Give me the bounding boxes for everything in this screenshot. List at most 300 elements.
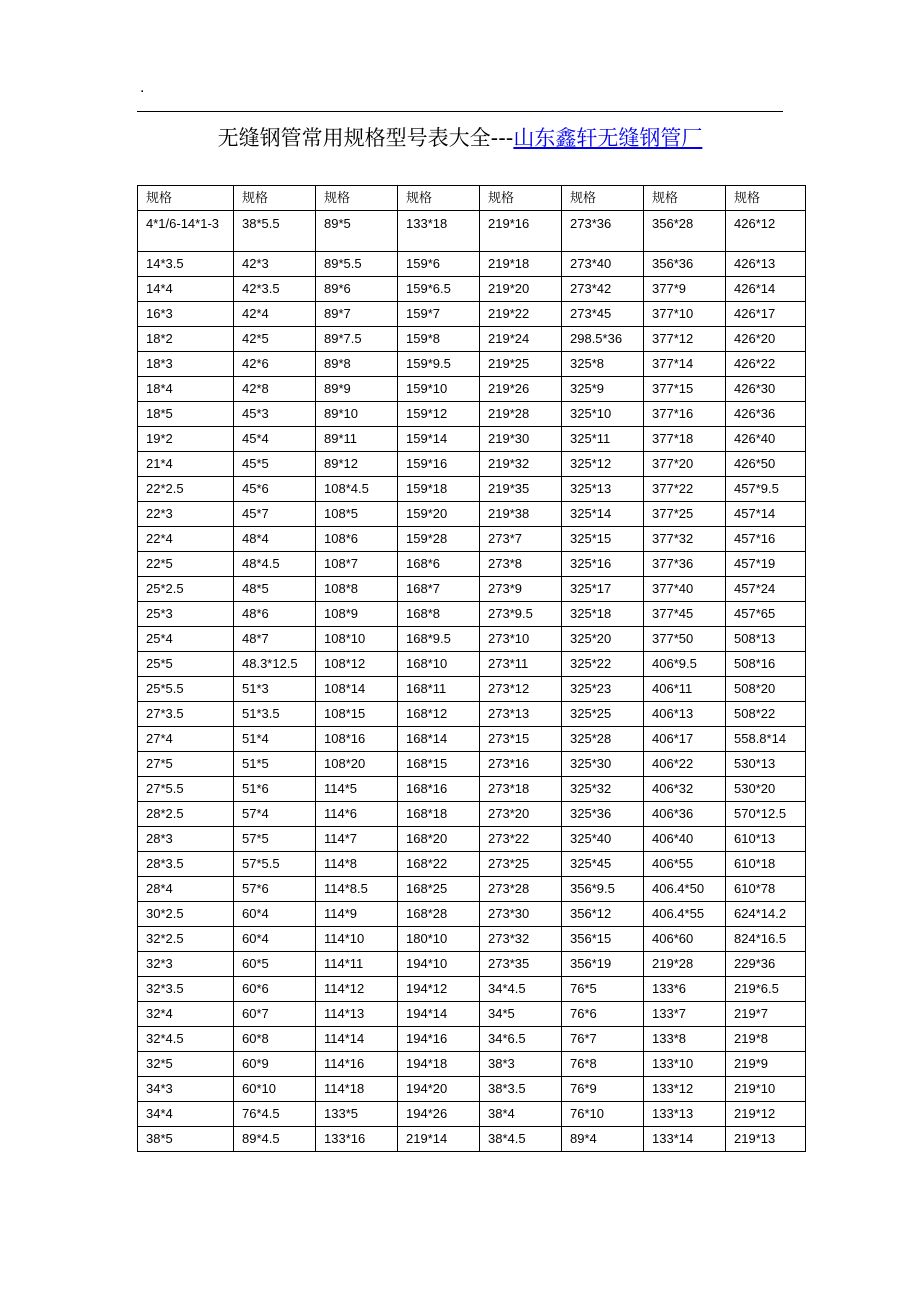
table-cell: 406.4*55: [644, 902, 726, 927]
column-header: 规格: [562, 186, 644, 211]
table-cell: 377*9: [644, 277, 726, 302]
table-cell: 325*15: [562, 527, 644, 552]
table-cell: 159*9.5: [398, 352, 480, 377]
table-cell: 60*5: [234, 952, 316, 977]
table-cell: 57*5: [234, 827, 316, 852]
table-row: [138, 552, 806, 577]
table-cell: 219*28: [480, 402, 562, 427]
spec-table: [137, 185, 806, 1152]
table-cell: 219*38: [480, 502, 562, 527]
table-cell: 168*15: [398, 752, 480, 777]
table-cell: 377*14: [644, 352, 726, 377]
table-cell: 89*5.5: [316, 252, 398, 277]
table-cell: 377*36: [644, 552, 726, 577]
table-cell: 273*45: [562, 302, 644, 327]
table-cell: 530*13: [726, 752, 806, 777]
table-cell: 377*50: [644, 627, 726, 652]
table-cell: 76*4.5: [234, 1102, 316, 1127]
table-cell: 133*18: [398, 211, 480, 252]
table-row: [138, 802, 806, 827]
table-cell: 426*12: [726, 211, 806, 252]
table-cell: 325*20: [562, 627, 644, 652]
table-cell: 27*5.5: [138, 777, 234, 802]
table-cell: 89*4.5: [234, 1127, 316, 1152]
table-cell: 570*12.5: [726, 802, 806, 827]
table-cell: 426*50: [726, 452, 806, 477]
table-row: [138, 777, 806, 802]
table-cell: 159*7: [398, 302, 480, 327]
table-cell: 60*10: [234, 1077, 316, 1102]
table-cell: 16*3: [138, 302, 234, 327]
table-cell: 48*7: [234, 627, 316, 652]
table-cell: 159*6.5: [398, 277, 480, 302]
table-row: [138, 877, 806, 902]
table-cell: 108*12: [316, 652, 398, 677]
table-cell: 168*20: [398, 827, 480, 852]
table-cell: 45*6: [234, 477, 316, 502]
table-cell: 406*40: [644, 827, 726, 852]
table-cell: 406*11: [644, 677, 726, 702]
table-cell: 194*10: [398, 952, 480, 977]
table-cell: 377*32: [644, 527, 726, 552]
table-cell: 89*7: [316, 302, 398, 327]
table-cell: 133*5: [316, 1102, 398, 1127]
table-cell: 325*17: [562, 577, 644, 602]
table-cell: 219*13: [726, 1127, 806, 1152]
table-cell: 194*16: [398, 1027, 480, 1052]
table-cell: 42*5: [234, 327, 316, 352]
table-cell: 22*4: [138, 527, 234, 552]
table-row: [138, 527, 806, 552]
table-cell: 273*9.5: [480, 602, 562, 627]
table-cell: 34*5: [480, 1002, 562, 1027]
table-cell: 356*28: [644, 211, 726, 252]
table-cell: 42*6: [234, 352, 316, 377]
table-cell: 159*20: [398, 502, 480, 527]
table-cell: 508*13: [726, 627, 806, 652]
table-cell: 273*8: [480, 552, 562, 577]
table-row: [138, 927, 806, 952]
table-cell: 406*60: [644, 927, 726, 952]
table-row: [138, 827, 806, 852]
table-cell: 159*16: [398, 452, 480, 477]
table-cell: 18*4: [138, 377, 234, 402]
table-cell: 325*36: [562, 802, 644, 827]
table-cell: 38*4.5: [480, 1127, 562, 1152]
table-cell: 273*9: [480, 577, 562, 602]
table-cell: 51*3: [234, 677, 316, 702]
table-row: [138, 1052, 806, 1077]
table-row: [138, 752, 806, 777]
table-cell: 34*4.5: [480, 977, 562, 1002]
table-cell: 356*36: [644, 252, 726, 277]
table-cell: 108*4.5: [316, 477, 398, 502]
table-row: [138, 211, 806, 252]
table-cell: 457*65: [726, 602, 806, 627]
table-cell: 45*3: [234, 402, 316, 427]
table-cell: 194*12: [398, 977, 480, 1002]
table-row: [138, 702, 806, 727]
table-cell: 51*6: [234, 777, 316, 802]
table-cell: 377*16: [644, 402, 726, 427]
table-cell: 325*28: [562, 727, 644, 752]
table-cell: 32*4.5: [138, 1027, 234, 1052]
table-cell: 76*6: [562, 1002, 644, 1027]
table-row: [138, 1027, 806, 1052]
table-cell: 60*4: [234, 927, 316, 952]
table-cell: 89*11: [316, 427, 398, 452]
column-header: 规格: [726, 186, 806, 211]
table-cell: 426*22: [726, 352, 806, 377]
table-row: [138, 502, 806, 527]
table-cell: 273*42: [562, 277, 644, 302]
table-cell: 426*20: [726, 327, 806, 352]
table-cell: 27*4: [138, 727, 234, 752]
table-cell: 108*16: [316, 727, 398, 752]
table-row: [138, 952, 806, 977]
table-cell: 133*12: [644, 1077, 726, 1102]
table-cell: 508*22: [726, 702, 806, 727]
table-cell: 273*18: [480, 777, 562, 802]
table-cell: 28*3: [138, 827, 234, 852]
table-cell: 89*9: [316, 377, 398, 402]
table-row: [138, 652, 806, 677]
table-cell: 89*10: [316, 402, 398, 427]
table-cell: 377*12: [644, 327, 726, 352]
table-cell: 114*14: [316, 1027, 398, 1052]
table-cell: 51*5: [234, 752, 316, 777]
table-cell: 38*5.5: [234, 211, 316, 252]
table-cell: 32*3: [138, 952, 234, 977]
table-cell: 273*25: [480, 852, 562, 877]
table-cell: 30*2.5: [138, 902, 234, 927]
table-cell: 194*18: [398, 1052, 480, 1077]
table-cell: 14*3.5: [138, 252, 234, 277]
table-cell: 168*16: [398, 777, 480, 802]
table-cell: 108*7: [316, 552, 398, 577]
table-cell: 377*45: [644, 602, 726, 627]
table-cell: 426*13: [726, 252, 806, 277]
table-cell: 76*9: [562, 1077, 644, 1102]
table-cell: 89*5: [316, 211, 398, 252]
table-cell: 159*6: [398, 252, 480, 277]
table-cell: 168*12: [398, 702, 480, 727]
table-cell: 325*22: [562, 652, 644, 677]
table-cell: 60*6: [234, 977, 316, 1002]
table-cell: 457*16: [726, 527, 806, 552]
table-cell: 76*8: [562, 1052, 644, 1077]
table-cell: 57*6: [234, 877, 316, 902]
table-cell: 28*4: [138, 877, 234, 902]
table-cell: 610*18: [726, 852, 806, 877]
table-cell: 32*3.5: [138, 977, 234, 1002]
table-row: [138, 327, 806, 352]
table-cell: 356*9.5: [562, 877, 644, 902]
table-cell: 48*5: [234, 577, 316, 602]
table-cell: 48.3*12.5: [234, 652, 316, 677]
table-cell: 325*8: [562, 352, 644, 377]
table-row: [138, 602, 806, 627]
table-cell: 426*40: [726, 427, 806, 452]
table-cell: 89*7.5: [316, 327, 398, 352]
table-cell: 219*32: [480, 452, 562, 477]
table-cell: 45*5: [234, 452, 316, 477]
table-cell: 219*26: [480, 377, 562, 402]
column-header: 规格: [398, 186, 480, 211]
header-rule: [137, 111, 783, 112]
table-row: [138, 1127, 806, 1152]
table-row: [138, 852, 806, 877]
table-cell: 219*7: [726, 1002, 806, 1027]
column-header: 规格: [316, 186, 398, 211]
table-cell: 168*28: [398, 902, 480, 927]
table-row: [138, 452, 806, 477]
table-cell: 426*14: [726, 277, 806, 302]
table-cell: 42*3.5: [234, 277, 316, 302]
table-cell: 273*12: [480, 677, 562, 702]
table-cell: 108*6: [316, 527, 398, 552]
table-cell: 168*14: [398, 727, 480, 752]
company-link[interactable]: 山东鑫轩无缝钢管厂: [513, 126, 703, 150]
table-cell: 168*11: [398, 677, 480, 702]
table-cell: 18*3: [138, 352, 234, 377]
table-cell: 25*3: [138, 602, 234, 627]
table-cell: 22*5: [138, 552, 234, 577]
table-cell: 114*8.5: [316, 877, 398, 902]
table-cell: 114*16: [316, 1052, 398, 1077]
table-cell: 219*9: [726, 1052, 806, 1077]
table-cell: 377*22: [644, 477, 726, 502]
table-row: [138, 577, 806, 602]
table-row: [138, 427, 806, 452]
table-cell: 377*40: [644, 577, 726, 602]
table-cell: 19*2: [138, 427, 234, 452]
table-cell: 273*36: [562, 211, 644, 252]
table-cell: 168*9.5: [398, 627, 480, 652]
table-cell: 114*6: [316, 802, 398, 827]
table-cell: 34*4: [138, 1102, 234, 1127]
table-cell: 377*18: [644, 427, 726, 452]
table-cell: 22*2.5: [138, 477, 234, 502]
table-cell: 32*5: [138, 1052, 234, 1077]
table-cell: 114*8: [316, 852, 398, 877]
table-cell: 133*8: [644, 1027, 726, 1052]
table-row: [138, 477, 806, 502]
table-cell: 325*23: [562, 677, 644, 702]
table-cell: 325*30: [562, 752, 644, 777]
table-cell: 298.5*36: [562, 327, 644, 352]
column-header: 规格: [234, 186, 316, 211]
table-cell: 219*14: [398, 1127, 480, 1152]
table-cell: 34*6.5: [480, 1027, 562, 1052]
table-cell: 57*5.5: [234, 852, 316, 877]
table-cell: 25*5.5: [138, 677, 234, 702]
table-row: [138, 377, 806, 402]
table-cell: 38*3: [480, 1052, 562, 1077]
table-cell: 457*19: [726, 552, 806, 577]
table-cell: 624*14.2: [726, 902, 806, 927]
table-cell: 42*8: [234, 377, 316, 402]
table-cell: 219*25: [480, 352, 562, 377]
table-cell: 48*4.5: [234, 552, 316, 577]
table-cell: 219*24: [480, 327, 562, 352]
page-title: [0, 121, 920, 155]
table-cell: 325*13: [562, 477, 644, 502]
table-cell: 76*10: [562, 1102, 644, 1127]
table-cell: 325*16: [562, 552, 644, 577]
table-cell: 273*11: [480, 652, 562, 677]
table-cell: 108*14: [316, 677, 398, 702]
table-cell: 89*4: [562, 1127, 644, 1152]
table-cell: 219*22: [480, 302, 562, 327]
table-cell: 273*13: [480, 702, 562, 727]
table-cell: 108*5: [316, 502, 398, 527]
table-cell: 229*36: [726, 952, 806, 977]
table-cell: 325*25: [562, 702, 644, 727]
table-cell: 273*22: [480, 827, 562, 852]
table-cell: 133*16: [316, 1127, 398, 1152]
table-cell: 325*11: [562, 427, 644, 452]
table-cell: 108*20: [316, 752, 398, 777]
table-cell: 168*8: [398, 602, 480, 627]
table-cell: 76*7: [562, 1027, 644, 1052]
table-cell: 426*30: [726, 377, 806, 402]
table-cell: 325*45: [562, 852, 644, 877]
table-cell: 27*5: [138, 752, 234, 777]
table-cell: 180*10: [398, 927, 480, 952]
table-cell: 28*2.5: [138, 802, 234, 827]
table-cell: 114*10: [316, 927, 398, 952]
table-cell: 114*13: [316, 1002, 398, 1027]
table-cell: 219*20: [480, 277, 562, 302]
table-cell: 508*20: [726, 677, 806, 702]
table-cell: 325*40: [562, 827, 644, 852]
table-cell: 508*16: [726, 652, 806, 677]
table-cell: 273*10: [480, 627, 562, 652]
table-cell: 22*3: [138, 502, 234, 527]
table-cell: 48*4: [234, 527, 316, 552]
table-row: [138, 252, 806, 277]
table-cell: 32*4: [138, 1002, 234, 1027]
table-cell: 219*18: [480, 252, 562, 277]
table-cell: 159*8: [398, 327, 480, 352]
table-cell: 356*19: [562, 952, 644, 977]
column-header: 规格: [138, 186, 234, 211]
table-cell: 219*6.5: [726, 977, 806, 1002]
table-cell: 60*8: [234, 1027, 316, 1052]
table-cell: 34*3: [138, 1077, 234, 1102]
table-row: [138, 1002, 806, 1027]
table-cell: 377*25: [644, 502, 726, 527]
table-cell: 89*12: [316, 452, 398, 477]
table-row: [138, 402, 806, 427]
table-cell: 21*4: [138, 452, 234, 477]
table-cell: 273*35: [480, 952, 562, 977]
table-cell: 219*35: [480, 477, 562, 502]
table-cell: 194*20: [398, 1077, 480, 1102]
table-cell: 406.4*50: [644, 877, 726, 902]
table-cell: 558.8*14: [726, 727, 806, 752]
table-cell: 38*3.5: [480, 1077, 562, 1102]
table-cell: 406*32: [644, 777, 726, 802]
table-cell: 89*8: [316, 352, 398, 377]
table-cell: 114*5: [316, 777, 398, 802]
table-cell: 133*14: [644, 1127, 726, 1152]
table-cell: 325*9: [562, 377, 644, 402]
table-cell: 406*36: [644, 802, 726, 827]
table-cell: 25*5: [138, 652, 234, 677]
table-cell: 377*10: [644, 302, 726, 327]
table-cell: 168*6: [398, 552, 480, 577]
table-cell: 273*32: [480, 927, 562, 952]
table-cell: 426*17: [726, 302, 806, 327]
table-cell: 377*15: [644, 377, 726, 402]
table-header-row: [138, 186, 806, 211]
table-cell: 168*25: [398, 877, 480, 902]
table-cell: 108*15: [316, 702, 398, 727]
table-cell: 219*12: [726, 1102, 806, 1127]
table-cell: 273*30: [480, 902, 562, 927]
table-cell: 406*55: [644, 852, 726, 877]
table-cell: 114*11: [316, 952, 398, 977]
column-header: 规格: [644, 186, 726, 211]
table-cell: 133*7: [644, 1002, 726, 1027]
table-cell: 219*28: [644, 952, 726, 977]
table-cell: 114*18: [316, 1077, 398, 1102]
table-cell: 57*4: [234, 802, 316, 827]
table-cell: 25*2.5: [138, 577, 234, 602]
table-cell: 27*3.5: [138, 702, 234, 727]
table-cell: 133*13: [644, 1102, 726, 1127]
table-cell: 219*8: [726, 1027, 806, 1052]
table-cell: 457*14: [726, 502, 806, 527]
table-cell: 38*4: [480, 1102, 562, 1127]
table-cell: 273*40: [562, 252, 644, 277]
table-cell: 194*14: [398, 1002, 480, 1027]
table-cell: 273*16: [480, 752, 562, 777]
table-cell: 610*78: [726, 877, 806, 902]
table-cell: 28*3.5: [138, 852, 234, 877]
table-cell: 114*9: [316, 902, 398, 927]
table-row: [138, 277, 806, 302]
table-cell: 60*4: [234, 902, 316, 927]
table-cell: 76*5: [562, 977, 644, 1002]
table-cell: 42*4: [234, 302, 316, 327]
table-cell: 168*7: [398, 577, 480, 602]
table-cell: 824*16.5: [726, 927, 806, 952]
table-cell: 219*16: [480, 211, 562, 252]
table-cell: 356*12: [562, 902, 644, 927]
table-cell: 114*7: [316, 827, 398, 852]
table-cell: 18*2: [138, 327, 234, 352]
table-cell: 426*36: [726, 402, 806, 427]
table-cell: 325*10: [562, 402, 644, 427]
table-cell: 168*10: [398, 652, 480, 677]
table-row: [138, 627, 806, 652]
table-cell: 325*12: [562, 452, 644, 477]
table-cell: 406*22: [644, 752, 726, 777]
table-cell: 273*15: [480, 727, 562, 752]
table-cell: 159*14: [398, 427, 480, 452]
table-cell: 60*7: [234, 1002, 316, 1027]
table-cell: 325*32: [562, 777, 644, 802]
table-cell: 325*14: [562, 502, 644, 527]
table-cell: 108*9: [316, 602, 398, 627]
table-cell: 273*7: [480, 527, 562, 552]
table-cell: 51*4: [234, 727, 316, 752]
table-cell: 133*6: [644, 977, 726, 1002]
table-row: [138, 1077, 806, 1102]
